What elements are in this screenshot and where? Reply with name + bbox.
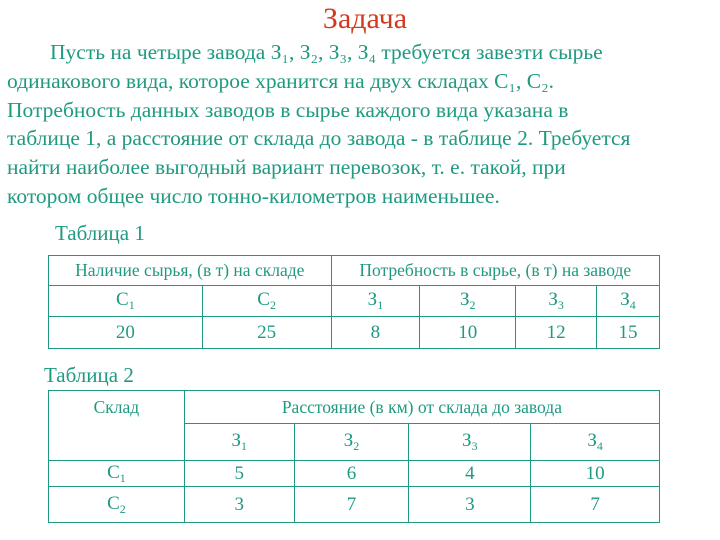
distance-cell: 7 — [531, 487, 660, 523]
label-subscript: 4 — [629, 298, 636, 312]
label-letter: З — [460, 289, 470, 310]
label-cell — [184, 424, 294, 461]
supply-demand-table — [48, 255, 660, 349]
label-letter: С — [116, 289, 129, 310]
text-line: котором общее число тонно-километров наименьшее. — [7, 183, 500, 208]
text-line: таблице 1, а расстояние от склада до завода - в таблице 2. Требуется — [7, 126, 631, 151]
distance-cell: 3 — [409, 487, 531, 523]
table2-caption: Таблица 2 — [44, 363, 134, 387]
label-subscript: 2 — [119, 501, 126, 516]
label-letter: З — [587, 430, 597, 451]
label-subscript: 2 — [353, 439, 360, 453]
label-cell — [597, 286, 660, 317]
label-letter: С — [107, 492, 120, 514]
label-subscript: 1 — [128, 298, 135, 312]
label-cell — [49, 461, 185, 487]
label-letter: З — [548, 289, 558, 310]
label-subscript: 1 — [377, 298, 384, 312]
value-cell: 10 — [420, 317, 516, 349]
text-line: найти наиболее выгодный вариант перевозок, т. е. такой, при — [7, 155, 566, 180]
label-letter: З — [231, 430, 241, 451]
slide-title: Задача — [322, 2, 408, 35]
label-subscript: 1 — [240, 439, 247, 453]
distance-cell: 3 — [184, 487, 294, 523]
label-cell — [294, 424, 409, 461]
label-subscript: 3 — [557, 298, 564, 312]
label-subscript: 2 — [269, 298, 276, 312]
value-cell: 12 — [516, 317, 597, 349]
label-subscript: 2 — [469, 298, 476, 312]
distance-cell: 6 — [294, 461, 409, 487]
text-line: одинакового вида, которое хранится на двух складах С₁, С₂. — [7, 68, 554, 93]
distance-cell: 7 — [294, 487, 409, 523]
label-subscript: 3 — [471, 439, 478, 453]
problem-text — [7, 38, 717, 211]
table1-caption: Таблица 1 — [55, 221, 145, 245]
label-subscript: 1 — [119, 470, 126, 485]
label-cell — [331, 286, 420, 317]
label-cell — [531, 424, 660, 461]
distance-header: Расстояние (в км) от склада до завода — [184, 391, 659, 424]
warehouse-header: Склад — [49, 391, 185, 461]
distance-table — [48, 390, 660, 523]
label-letter: З — [343, 430, 354, 451]
value-cell: 25 — [202, 317, 331, 349]
label-cell — [420, 286, 516, 317]
label-letter: З — [462, 430, 472, 451]
label-subscript: 4 — [596, 439, 603, 453]
supply-header: Наличие сырья, (в т) на складе — [49, 256, 332, 286]
value-cell: 8 — [331, 317, 420, 349]
text-line: Потребность данных заводов в сырье каждого вида указана в — [7, 97, 569, 122]
label-letter: З — [367, 289, 378, 310]
distance-cell: 4 — [409, 461, 531, 487]
label-cell — [409, 424, 531, 461]
label-cell — [202, 286, 331, 317]
distance-cell: 5 — [184, 461, 294, 487]
value-cell: 20 — [49, 317, 203, 349]
label-cell — [49, 487, 185, 523]
distance-cell: 10 — [531, 461, 660, 487]
demand-header: Потребность в сырье, (в т) на заводе — [331, 256, 660, 286]
text-line: Пусть на четыре завода З₁, З₂, З₃, З₄ требуется завезти сырье — [7, 40, 603, 64]
label-letter: С — [107, 461, 120, 483]
value-cell: 15 — [597, 317, 660, 349]
label-letter: С — [257, 289, 270, 310]
label-cell — [49, 286, 203, 317]
label-cell — [516, 286, 597, 317]
label-letter: З — [620, 289, 630, 310]
